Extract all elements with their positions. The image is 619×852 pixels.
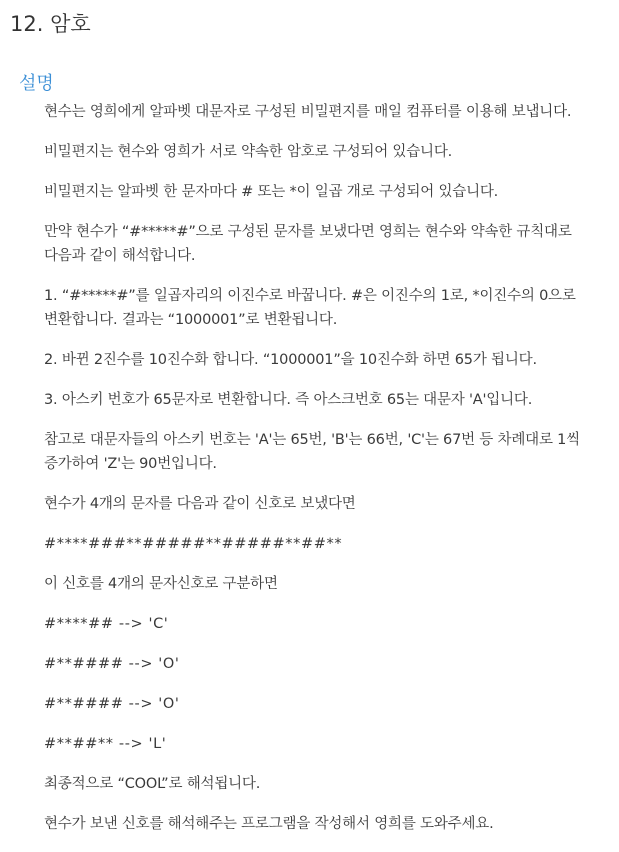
section-heading: 설명: [19, 73, 54, 94]
step-3-paragraph: 3. 아스키 번호가 65문자로 변환합니다. 즉 아스크번호 65는 대문자 'A'입니다.: [44, 392, 533, 408]
signal-mapping: #**#### --> 'O': [44, 656, 180, 672]
example-intro-paragraph: 현수가 4개의 문자를 다음과 같이 신호로 보냈다면: [44, 496, 356, 512]
description-paragraph: 현수는 영희에게 알파벳 대문자로 구성된 비밀편지를 매일 컴퓨터를 이용해 보냅니다.: [44, 104, 572, 120]
signal-mapping: #**#### --> 'O': [44, 696, 180, 712]
signal-mapping: #****## --> 'C': [44, 616, 169, 632]
result-paragraph: 최종적으로 “COOL”로 해석됩니다.: [44, 776, 261, 792]
description-paragraph: 만약 현수가 “#*****#”으로 구성된 문자를 보냈다면 영희는 현수와 약속한 규칙대로 다음과 같이 해석합니다.: [44, 224, 572, 264]
description-paragraph: 비밀편지는 현수와 영희가 서로 약속한 암호로 구성되어 있습니다.: [44, 144, 453, 160]
task-paragraph: 현수가 보낸 신호를 해석해주는 프로그램을 작성해서 영희를 도와주세요.: [44, 816, 494, 832]
split-intro-paragraph: 이 신호를 4개의 문자신호로 구분하면: [44, 576, 278, 592]
step-2-paragraph: 2. 바뀐 2진수를 10진수화 합니다. “1000001”을 10진수화 하면 65가 됩니다.: [44, 352, 537, 368]
step-1-paragraph: 1. “#*****#”를 일곱자리의 이진수로 바꿉니다. #은 이진수의 1로, *이진수의 0으로 변환합니다. 결과는 “1000001”로 변환됩니다.: [44, 288, 576, 328]
signal-string: #****###**#####**#####**##**: [44, 536, 343, 552]
signal-mapping: #**##** --> 'L': [44, 736, 167, 752]
page-title: 12. 암호: [10, 12, 91, 36]
problem-description: [44, 100, 589, 852]
ascii-note-paragraph: 참고로 대문자들의 아스키 번호는 'A'는 65번, 'B'는 66번, 'C'는 67번 등 차례대로 1씩 증가하여 'Z'는 90번입니다.: [44, 432, 580, 472]
description-paragraph: 비밀편지는 알파벳 한 문자마다 # 또는 *이 일곱 개로 구성되어 있습니다.: [44, 184, 499, 200]
